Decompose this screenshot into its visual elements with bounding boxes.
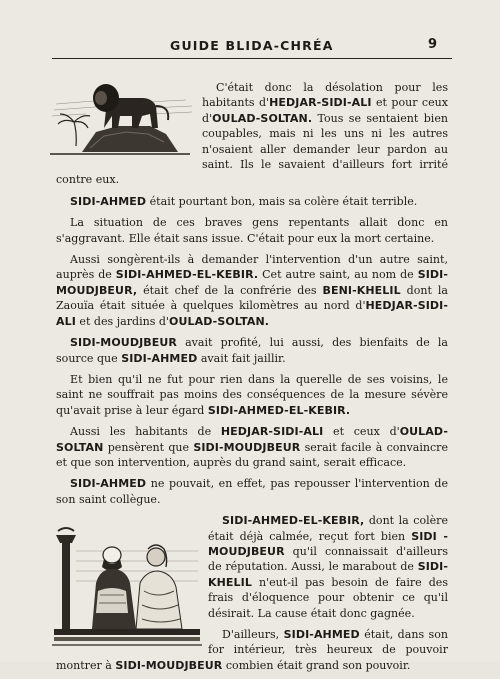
text-run: qu'il connaissait d'ailleurs de réputation. Aussi, le marabout de (208, 544, 448, 574)
header-rule (52, 58, 452, 59)
paragraph (56, 476, 448, 507)
bold-name: HEDJAR-SIDI-ALI (56, 299, 448, 328)
two-seated-men-engraving-icon (52, 521, 202, 649)
paragraph (56, 335, 448, 366)
paragraph (56, 215, 448, 246)
bold-name: OULAD-SOLTAN. (212, 111, 313, 125)
bold-name: SIDI-KHELIL (208, 560, 448, 589)
paragraph (56, 424, 448, 470)
text-run: était pourtant bon, mais sa colère était terrible. (146, 194, 418, 208)
bold-name: SIDI-MOUDJBEUR, (56, 268, 448, 297)
text-run: serait facile à convaincre et que son intervention, auprès du grand saint, serait efficace. (56, 440, 449, 469)
text-run: et ceux d' (323, 425, 400, 439)
bold-name: HEDJAR-SIDI-ALI (220, 425, 324, 439)
text-run: avait profité, lui aussi, des bienfaits de la source que (56, 336, 448, 365)
bold-name: HEDJAR-SIDI-ALI (269, 96, 372, 110)
body-text (56, 80, 448, 679)
text-run: Tous se sentaient bien coupables, mais ni les uns ni les autres n'osaient aller demander leur pardon au saint. Ils le savaient d'ailleurs fort irrité contre eux. (56, 111, 448, 187)
text-run: Et bien qu'il ne fut pour rien dans la querelle de ses voisins, le saint ne souffrait pas moins des conséquences de la mesure sévère qu'avait prise à leur égard (56, 372, 448, 417)
text-run: pensèrent que (103, 440, 194, 454)
men-illustration (52, 521, 202, 649)
bold-name: SIDI-AHMED (121, 351, 198, 365)
bold-name: SIDI-AHMED-EL-KEBIR, (222, 514, 365, 528)
bold-name: OULAD-SOLTAN (56, 425, 448, 454)
lion-on-rock-engraving-icon (46, 76, 194, 158)
text-run: dont la Zaouïa était située à quelques kilomètres au nord d' (56, 283, 449, 313)
text-run: était chef de la confrérie des (137, 283, 323, 297)
paragraph (56, 194, 448, 209)
text-run: Aussi les habitants de (70, 425, 221, 439)
bold-name: SIDI-MOUDJBEUR (115, 658, 223, 672)
lion-illustration (46, 76, 194, 158)
text-run: ne pouvait, en effet, pas repousser l'intervention de son saint collègue. (56, 477, 448, 506)
text-run: et des jardins d' (75, 314, 170, 328)
bold-name: SIDI-MOUDJBEUR (193, 440, 301, 454)
bold-name: OULAD-SOLTAN. (169, 314, 270, 328)
text-run: La situation de ces braves gens repentants allait donc en s'aggravant. Elle était sans issue. C'était pour eux la mort certaine. (56, 216, 448, 245)
bold-name: SIDI-AHMED (283, 628, 360, 641)
bold-name: BENI-KHELIL (322, 283, 401, 297)
text-run: dont la colère était déjà calmée, reçut fort bien (208, 514, 448, 543)
page-number: 9 (428, 37, 438, 52)
bold-name: SIDI-AHMED (70, 477, 147, 491)
bold-name: SIDI - MOUDJBEUR (208, 529, 448, 558)
paragraph (56, 252, 448, 329)
text-run: Cet autre saint, au nom de (258, 268, 418, 282)
text-run: Aussi songèrent-ils à demander l'intervention d'un autre saint, auprès de (56, 253, 448, 282)
bold-name: SIDI-AHMED (70, 194, 147, 208)
text-run: n'eut-il pas besoin de faire des frais d'éloquence pour obtenir ce qu'il désirait. La cause était donc gagnée. (208, 575, 448, 620)
paragraph (56, 372, 448, 418)
text-run: D'ailleurs, (222, 628, 284, 641)
bold-name: SIDI-AHMED-EL-KEBIR. (207, 403, 351, 417)
text-run: avait fait jaillir. (197, 351, 286, 365)
text-run: combien était grand son pouvoir. (222, 658, 411, 672)
bold-name: SIDI-MOUDJBEUR (70, 336, 177, 350)
text-run: était, dans son for intérieur, très heureux de pouvoir montrer à (56, 628, 448, 672)
page-header (0, 38, 500, 54)
bold-name: SIDI-AHMED-EL-KEBIR. (115, 268, 259, 282)
text-run: C'était donc la désolation pour les habitants d' (202, 81, 448, 110)
running-title: GUIDE BLIDA-CHRÉA (170, 38, 334, 53)
text-run: et pour ceux d' (202, 96, 448, 125)
